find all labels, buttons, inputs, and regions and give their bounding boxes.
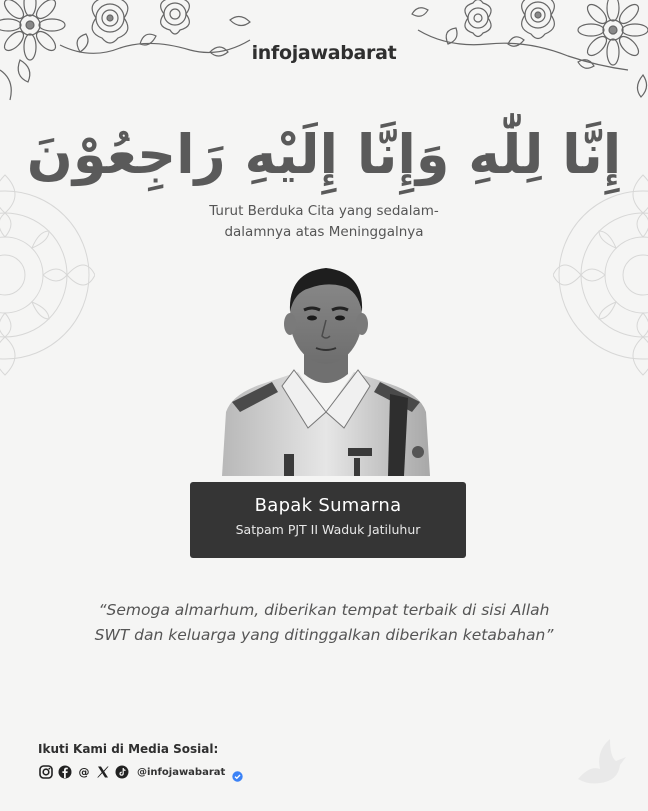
tiktok-icon[interactable]	[114, 765, 129, 780]
prayer-quote	[40, 598, 608, 648]
verified-badge-icon	[232, 767, 243, 778]
social-handle[interactable]: @infojawabarat	[137, 766, 226, 778]
svg-text:@: @	[78, 765, 89, 779]
deceased-name: Bapak Sumarna	[254, 495, 402, 516]
quote-line-1: “Semoga almarhum, diberikan tempat terbaik di sisi Allah	[98, 601, 550, 619]
social-links	[38, 764, 243, 780]
dove-icon	[570, 735, 630, 791]
arabic-inscription: إِنَّا لِلّٰهِ وَإِنَّا إِلَيْهِ رَاجِعُوْنَ	[26, 123, 622, 186]
condolence-line-1: Turut Berduka Cita yang sedalam-	[209, 203, 439, 219]
name-plate	[190, 482, 466, 558]
deceased-position: Satpam PJT II Waduk Jatiluhur	[235, 522, 421, 537]
threads-icon[interactable]	[76, 765, 91, 780]
portrait-photo	[222, 262, 430, 476]
condolence-line-2: dalamnya atas Meninggalnya	[224, 224, 424, 240]
facebook-icon[interactable]	[57, 765, 72, 780]
condolence-text	[0, 201, 648, 243]
x-icon[interactable]	[95, 765, 110, 780]
brand-logo: infojawabarat	[251, 42, 397, 64]
instagram-icon[interactable]	[38, 765, 53, 780]
social-title: Ikuti Kami di Media Sosial:	[38, 742, 219, 756]
quote-line-2: SWT dan keluarga yang ditinggalkan diberikan ketabahan”	[94, 626, 554, 644]
